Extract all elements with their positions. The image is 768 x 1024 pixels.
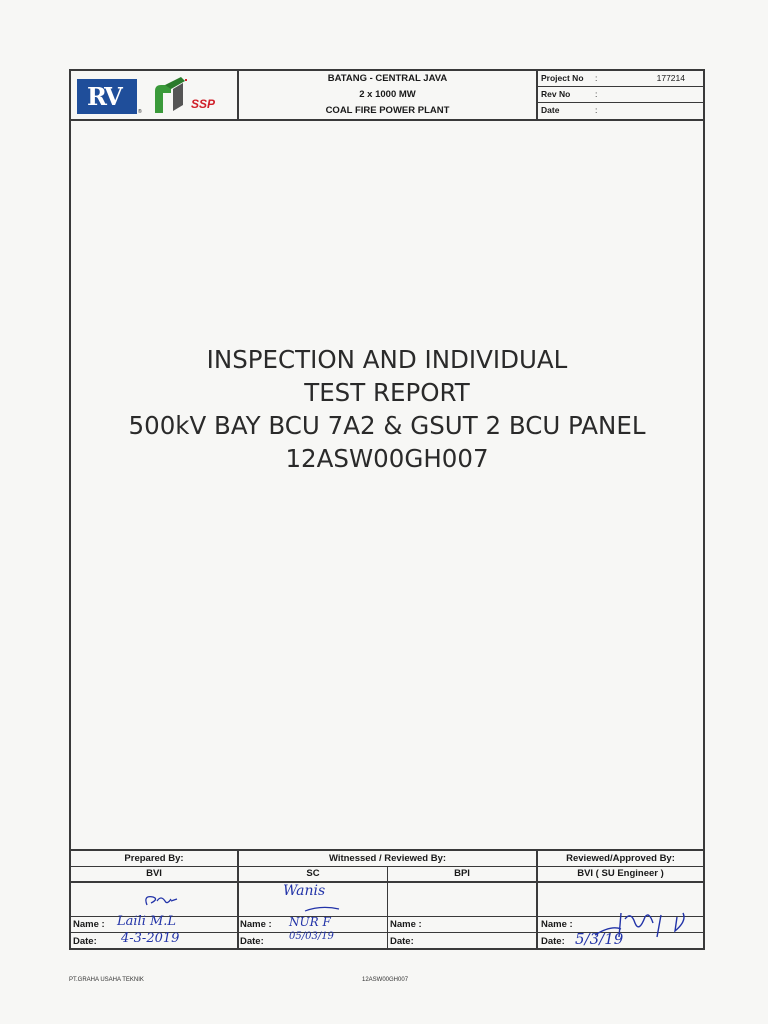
col-sc: SC <box>306 868 320 879</box>
project-no-value: 177214 <box>656 73 685 83</box>
rv-logo <box>77 79 137 114</box>
prepared-date-value: 4-3-2019 <box>121 931 180 946</box>
name-label: Name : <box>390 919 422 930</box>
project-plant-name: COAL FIRE POWER PLANT <box>325 105 450 116</box>
prepared-by-header: Prepared By: <box>124 853 184 864</box>
col-bvi-su-engineer: BVI ( SU Engineer ) <box>577 868 664 879</box>
colon: : <box>595 89 598 99</box>
signature-sc-underline <box>303 903 343 915</box>
witnessed-by-header: Witnessed / Reviewed By: <box>328 853 447 864</box>
prepared-name-value: Laili M.L <box>117 914 177 929</box>
colon: : <box>595 105 598 115</box>
title-line: 500kV BAY BCU 7A2 & GSUT 2 BCU PANEL <box>128 411 646 440</box>
date-label: Date: <box>390 936 414 947</box>
colon: : <box>595 73 598 83</box>
footer-document-number: 12ASW00GH007 <box>362 977 409 983</box>
logo-cell <box>71 71 239 119</box>
ssp-logo <box>151 75 231 117</box>
date-label: Date: <box>240 936 264 947</box>
project-no-label: Project No <box>541 73 584 83</box>
project-location: BATANG - CENTRAL JAVA <box>327 73 448 84</box>
project-capacity: 2 x 1000 MW <box>359 89 416 100</box>
rev-no-label: Rev No <box>541 89 571 99</box>
sc-date-value: 05/03/19 <box>289 931 334 942</box>
footer-company: PT.GRAHA USAHA TEKNIK <box>69 977 144 983</box>
signature-table <box>71 849 703 950</box>
project-meta-cell <box>538 71 703 119</box>
project-title-cell <box>239 71 538 119</box>
title-line: TEST REPORT <box>304 378 470 407</box>
signature-prepared <box>141 889 181 913</box>
name-label: Name : <box>240 919 272 930</box>
rv-logo-text: RV <box>87 82 121 111</box>
name-label: Name : <box>541 919 573 930</box>
report-title <box>71 343 703 475</box>
divider <box>71 881 703 883</box>
bvi-su-date-value: 5/3/19 <box>575 930 624 948</box>
date-label: Date <box>541 105 560 115</box>
signature-sc: Wanis <box>283 883 326 899</box>
rev-no-row <box>538 87 703 103</box>
document-page <box>69 69 705 950</box>
col-bvi: BVI <box>146 868 162 879</box>
date-row <box>538 103 703 119</box>
document-number: 12ASW00GH007 <box>285 444 489 473</box>
col-bpi: BPI <box>454 868 470 879</box>
header-block <box>71 71 703 121</box>
sc-name-value: NUR F <box>289 915 331 929</box>
approved-by-header: Reviewed/Approved By: <box>566 853 675 864</box>
date-label: Date: <box>541 936 565 947</box>
date-label: Date: <box>73 936 97 947</box>
ssp-logo-text: SSP <box>191 97 216 111</box>
registered-mark: ® <box>138 109 142 115</box>
name-label: Name : <box>73 919 105 930</box>
project-no-row <box>538 71 703 87</box>
title-line: INSPECTION AND INDIVIDUAL <box>206 345 568 374</box>
